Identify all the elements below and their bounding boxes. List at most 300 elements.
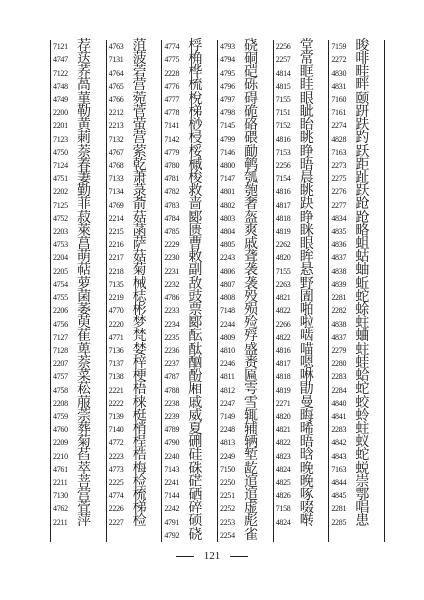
entry-code: 2254 (220, 530, 235, 540)
entry-character: 赉 (244, 354, 259, 371)
entry-code: 4761 (53, 464, 68, 474)
entry-code: 7159 (331, 42, 347, 52)
entry-code: 2285 (331, 517, 347, 527)
entry-code: 7160 (331, 94, 347, 104)
entry-character: 晤 (299, 156, 314, 173)
entry-code: 2208 (53, 398, 68, 408)
entry-row (162, 526, 217, 543)
entry-character: 萆 (77, 341, 91, 358)
entry-row (274, 513, 329, 530)
entry-row (218, 526, 273, 543)
entry-character: 盔 (244, 209, 259, 226)
entry-code: 4755 (53, 293, 68, 303)
entry-code: 4834 (331, 213, 347, 223)
entry-character: 啮 (299, 328, 314, 345)
entry-character: 辄 (244, 407, 259, 424)
entry-code: 2246 (220, 359, 235, 369)
entry-character: 堂 (299, 37, 314, 54)
entry-code: 7141 (164, 121, 180, 131)
entry-character: 蜍 (355, 302, 370, 319)
entry-code: 4769 (108, 200, 124, 210)
entry-character: 梅 (132, 460, 147, 477)
entry-code: 4813 (220, 438, 235, 448)
entry-code: 2284 (331, 385, 347, 395)
entry-code: 2206 (53, 306, 68, 316)
entry-code: 4816 (275, 134, 291, 144)
column-4 (217, 37, 273, 543)
entry-code: 4789 (164, 425, 180, 435)
entry-character: 萋 (77, 169, 91, 186)
entry-code: 7163 (331, 147, 347, 157)
entry-character: 趾 (355, 169, 370, 186)
entry-code: 2227 (108, 517, 124, 527)
entry-code: 7153 (275, 147, 291, 157)
entry-code: 2256 (275, 42, 291, 52)
entry-code: 2239 (164, 411, 180, 421)
entry-code: 4802 (220, 200, 235, 210)
entry-character: 桷 (188, 51, 203, 68)
entry-character: 菠 (132, 51, 147, 68)
entry-character: 匮 (188, 222, 203, 239)
entry-code: 2281 (331, 504, 347, 514)
entry-code: 4819 (275, 385, 291, 395)
entry-code: 4817 (275, 359, 291, 369)
entry-character: 蚰 (355, 262, 370, 279)
entry-code: 4820 (275, 411, 291, 421)
entry-character: 硅 (188, 447, 203, 464)
entry-character: 萧 (132, 169, 147, 186)
entry-code: 4835 (331, 227, 347, 237)
entry-code: 2275 (331, 174, 347, 184)
entry-character: 趵 (355, 130, 370, 147)
entry-character: 菘 (77, 381, 91, 398)
entry-character: 瓠 (244, 169, 259, 186)
entry-code: 2207 (53, 359, 68, 369)
entry-code: 4837 (331, 253, 347, 263)
entry-character: 梯 (132, 500, 147, 517)
entry-character: 晚 (299, 473, 314, 490)
entry-character: 桦 (188, 64, 203, 81)
entry-code: 7144 (164, 491, 180, 501)
entry-character: 萍 (77, 513, 91, 530)
entry-code: 4804 (220, 227, 235, 237)
entry-code: 7124 (53, 160, 68, 170)
entry-code: 2210 (53, 451, 68, 461)
entry-character: 桴 (188, 37, 203, 54)
entry-code: 4795 (220, 68, 235, 78)
entry-character: 葬 (77, 420, 91, 437)
entry-code: 4762 (53, 504, 68, 514)
entry-character: 梗 (132, 368, 147, 385)
entry-code: 4810 (220, 345, 235, 355)
entry-character: 硐 (244, 51, 259, 68)
entry-code: 2244 (220, 319, 235, 329)
page-footer (0, 548, 424, 564)
entry-code: 2205 (53, 266, 68, 276)
entry-character: 酞 (188, 341, 203, 358)
entry-code: 4754 (53, 279, 68, 289)
entry-code: 2253 (220, 517, 235, 527)
entry-code: 2283 (331, 372, 347, 382)
entry-character: 菇 (132, 249, 147, 266)
entry-code: 2236 (164, 345, 180, 355)
entry-character: 堑 (244, 447, 259, 464)
entry-code: 7146 (220, 147, 235, 157)
entry-code: 4822 (275, 306, 291, 316)
entry-code: 4822 (275, 332, 291, 342)
entry-code: 7139 (108, 411, 124, 421)
entry-code: 2280 (331, 359, 347, 369)
entry-character: 械 (132, 275, 147, 292)
entry-character: 敕 (188, 249, 203, 266)
entry-code: 2215 (108, 227, 124, 237)
entry-character: 硭 (188, 473, 203, 490)
entry-code: 4841 (331, 411, 347, 421)
entry-character: 梵 (132, 328, 147, 345)
entry-character: 逭 (244, 487, 259, 504)
entry-code: 4815 (275, 81, 291, 91)
entry-character: 荐 (77, 37, 91, 54)
entry-character: 鹌 (244, 156, 259, 173)
entry-character: 菖 (77, 236, 91, 253)
entry-character: 晚 (299, 460, 314, 477)
entry-character: 检 (132, 473, 147, 490)
entry-code: 2218 (108, 266, 124, 276)
entry-code: 2247 (220, 398, 235, 408)
entry-character: 萏 (77, 447, 91, 464)
entry-character: 趺 (355, 117, 370, 134)
entry-code: 2243 (220, 253, 235, 263)
entry-character: 勒 (77, 103, 91, 120)
entry-code: 2279 (331, 345, 347, 355)
entry-grid (50, 37, 385, 543)
entry-character: 萸 (77, 315, 91, 332)
entry-character: 硎 (188, 434, 203, 451)
entry-code: 2233 (164, 306, 180, 316)
entry-code: 4770 (108, 306, 124, 316)
entry-character: 雀 (244, 526, 259, 543)
entry-character: 梏 (132, 447, 147, 464)
entry-code: 2211 (53, 517, 68, 527)
entry-code: 4838 (331, 319, 347, 329)
entry-row (107, 513, 162, 530)
entry-code: 7151 (275, 108, 291, 118)
entry-code: 4825 (275, 478, 291, 488)
entry-code: 7128 (53, 345, 68, 355)
entry-character: 硃 (188, 460, 203, 477)
entry-code: 4844 (331, 478, 347, 488)
entry-character: 睁 (299, 143, 314, 160)
entry-character: 梾 (132, 394, 147, 411)
entry-character: 雪 (244, 394, 259, 411)
entry-code: 2272 (331, 55, 347, 65)
entry-character: 豉 (188, 288, 203, 305)
entry-code: 2251 (220, 491, 235, 501)
entry-code: 4803 (220, 213, 235, 223)
entry-character: 眦 (299, 103, 314, 120)
entry-character: 唱 (355, 500, 370, 517)
entry-code: 4783 (164, 200, 180, 210)
entry-code: 4801 (220, 187, 235, 197)
entry-code: 4760 (53, 425, 68, 435)
entry-code: 7148 (220, 306, 235, 316)
entry-character: 啭 (299, 513, 314, 530)
entry-character: 晙 (355, 37, 370, 54)
entry-code: 4776 (164, 81, 180, 91)
entry-character: 菡 (132, 222, 147, 239)
entry-code: 2230 (164, 253, 180, 263)
entry-code: 2214 (108, 213, 124, 223)
entry-character: 鄂 (355, 487, 370, 504)
entry-code: 4766 (108, 94, 124, 104)
entry-code: 2282 (331, 306, 347, 316)
entry-code: 4775 (164, 55, 180, 65)
entry-code: 4777 (164, 94, 180, 104)
entry-character: 荞 (77, 64, 91, 81)
entry-code: 7131 (108, 55, 124, 65)
entry-code: 2234 (164, 319, 180, 329)
entry-code: 2203 (53, 227, 68, 237)
entry-character: 菪 (132, 64, 147, 81)
entry-code: 4779 (164, 147, 180, 157)
entry-character: 婪 (132, 341, 147, 358)
entry-code: 4773 (108, 464, 124, 474)
entry-code: 7155 (275, 94, 291, 104)
entry-character: 畔 (355, 77, 370, 94)
entry-code: 7138 (108, 372, 124, 382)
entry-code: 7137 (108, 359, 124, 369)
entry-code: 2262 (275, 240, 291, 250)
entry-character: 碍 (244, 90, 259, 107)
entry-character: 袭 (244, 275, 259, 292)
entry-code: 4821 (275, 293, 291, 303)
entry-code: 2249 (220, 451, 235, 461)
entry-character: 黄 (77, 117, 91, 134)
entry-code: 2225 (108, 478, 124, 488)
entry-character: 曼 (299, 394, 314, 411)
entry-code: 2276 (331, 187, 347, 197)
entry-code: 2283 (331, 425, 347, 435)
entry-code: 2226 (108, 504, 124, 514)
entry-code: 4812 (220, 385, 235, 395)
entry-character: 硌 (244, 117, 259, 134)
entry-code: 2277 (331, 200, 347, 210)
entry-character: 菀 (132, 90, 147, 107)
entry-character: 萘 (77, 354, 91, 371)
entry-code: 7149 (220, 411, 235, 421)
entry-code: 4784 (164, 213, 180, 223)
entry-character: 眭 (299, 77, 314, 94)
entry-character: 晞 (299, 420, 314, 437)
entry-character: 悬 (299, 262, 314, 279)
entry-character: 萓 (77, 500, 91, 517)
entry-code: 4782 (164, 187, 180, 197)
entry-character: 票 (188, 302, 203, 319)
entry-code: 4798 (220, 108, 235, 118)
entry-character: 梽 (132, 288, 147, 305)
entry-code: 2274 (331, 121, 347, 131)
entry-character: 距 (355, 156, 370, 173)
entry-character: 萊 (77, 222, 91, 239)
entry-code: 2223 (108, 451, 124, 461)
entry-character: 袭 (244, 262, 259, 279)
entry-code: 4757 (53, 372, 68, 382)
entry-code: 2216 (108, 240, 124, 250)
entry-code: 2212 (108, 108, 124, 118)
entry-code: 4828 (331, 134, 347, 144)
entry-code: 4818 (275, 372, 291, 382)
entry-code: 7155 (275, 266, 291, 276)
entry-character: 梳 (132, 487, 147, 504)
entry-character: 威 (188, 407, 203, 424)
entry-code: 4765 (108, 81, 124, 91)
entry-character: 趼 (355, 103, 370, 120)
entry-row (51, 513, 106, 530)
entry-character: 眺 (299, 130, 314, 147)
entry-character: 啉 (299, 368, 314, 385)
entry-character: 夏 (188, 420, 203, 437)
entry-character: 殍 (244, 328, 259, 345)
entry-character: 晨 (299, 169, 314, 186)
entry-character: 桫 (188, 117, 203, 134)
entry-code: 4824 (275, 464, 291, 474)
entry-code: 7134 (108, 187, 124, 197)
entry-character: 硗 (244, 37, 259, 54)
entry-character: 趹 (299, 196, 314, 213)
entry-code: 2229 (164, 240, 180, 250)
entry-code: 4839 (331, 279, 347, 289)
entry-code: 4752 (53, 213, 68, 223)
entry-character: 跃 (355, 183, 370, 200)
entry-character: 菫 (77, 90, 91, 107)
entry-code: 2238 (164, 398, 180, 408)
entry-character: 萵 (77, 77, 91, 94)
entry-code: 4843 (331, 451, 347, 461)
entry-character: 梯 (188, 103, 203, 120)
entry-character: 啪 (299, 302, 314, 319)
entry-code: 2211 (53, 478, 68, 488)
entry-code: 4837 (331, 332, 347, 342)
entry-character: 副 (188, 262, 203, 279)
column-5 (273, 37, 329, 542)
entry-character: 蛀 (355, 341, 370, 358)
entry-code: 7132 (108, 134, 124, 144)
entry-code: 4763 (108, 42, 124, 52)
entry-character: 菊 (77, 434, 91, 451)
entry-code: 4794 (220, 55, 235, 65)
entry-character: 晤 (299, 434, 314, 451)
entry-code: 2241 (164, 478, 180, 488)
entry-character: 菅 (132, 103, 147, 120)
entry-character: 敌 (188, 275, 203, 292)
entry-character: 殒 (244, 302, 259, 319)
entry-character: 碨 (244, 130, 259, 147)
entry-code: 2266 (275, 319, 291, 329)
entry-code: 4748 (53, 81, 68, 91)
entry-code: 4785 (164, 227, 180, 237)
entry-code: 4781 (164, 174, 180, 184)
entry-character: 菲 (77, 196, 91, 213)
entry-character: 蛉 (355, 407, 370, 424)
entry-character: 盛 (244, 341, 259, 358)
entry-character: 啡 (355, 51, 370, 68)
entry-character: 萘 (77, 143, 91, 160)
entry-code: 4749 (53, 94, 68, 104)
entry-character: 跄 (355, 196, 370, 213)
entry-character: 蚁 (355, 434, 370, 451)
entry-character: 虚 (244, 500, 259, 517)
entry-code: 7133 (108, 174, 124, 184)
entry-code: 4817 (275, 200, 291, 210)
entry-code: 4800 (220, 160, 235, 170)
entry-code: 4771 (108, 332, 124, 342)
entry-code: 2281 (331, 293, 347, 303)
entry-code: 4816 (275, 187, 291, 197)
entry-code: 7136 (108, 345, 124, 355)
entry-character: 勤 (77, 183, 91, 200)
entry-character: 戚 (188, 394, 203, 411)
entry-code: 4793 (220, 42, 235, 52)
entry-character: 彬 (132, 302, 147, 319)
entry-character: 蚯 (355, 275, 370, 292)
entry-code: 4822 (275, 438, 291, 448)
entry-code: 4811 (220, 372, 235, 382)
entry-code: 4845 (331, 491, 347, 501)
entry-character: 曹 (188, 236, 203, 253)
entry-character: 酝 (188, 328, 203, 345)
entry-character: 厢 (188, 381, 203, 398)
entry-code: 4814 (275, 68, 291, 78)
entry-character: 硒 (188, 487, 203, 504)
entry-code: 4842 (331, 438, 347, 448)
entry-character: 梲 (188, 90, 203, 107)
entry-code: 4778 (164, 108, 180, 118)
entry-character: 萃 (77, 460, 91, 477)
entry-character: 桵 (188, 143, 203, 160)
entry-character: 啄 (299, 487, 314, 504)
entry-character: 菊 (132, 262, 147, 279)
entry-character: 跃 (355, 143, 370, 160)
entry-character: 萶 (77, 156, 91, 173)
entry-code: 2204 (53, 253, 68, 263)
entry-code: 4792 (164, 530, 180, 540)
entry-character: 莿 (77, 130, 91, 147)
entry-code: 4751 (53, 174, 68, 184)
entry-code: 2235 (164, 332, 180, 342)
entry-character: 辆 (244, 434, 259, 451)
entry-character: 喵 (299, 341, 314, 358)
entry-character: 萎 (77, 302, 91, 319)
entry-code: 4831 (331, 81, 347, 91)
entry-character: 郾 (188, 315, 203, 332)
entry-character: 硙 (244, 64, 259, 81)
entry-character: 梃 (132, 407, 147, 424)
entry-character: 彪 (244, 513, 259, 530)
entry-code: 4823 (275, 451, 291, 461)
entry-character: 萝 (77, 275, 91, 292)
entry-character: 梭 (188, 169, 203, 186)
entry-character: 硊 (244, 103, 259, 120)
entry-code: 2252 (220, 504, 235, 514)
entry-code: 7122 (53, 68, 68, 78)
entry-character: 眺 (299, 183, 314, 200)
entry-character: 萮 (132, 196, 147, 213)
entry-code: 4753 (53, 240, 68, 250)
entry-character: 龁 (244, 460, 259, 477)
entry-code: 4787 (164, 372, 180, 382)
entry-code: 4838 (331, 266, 347, 276)
entry-code: 7130 (53, 491, 68, 501)
